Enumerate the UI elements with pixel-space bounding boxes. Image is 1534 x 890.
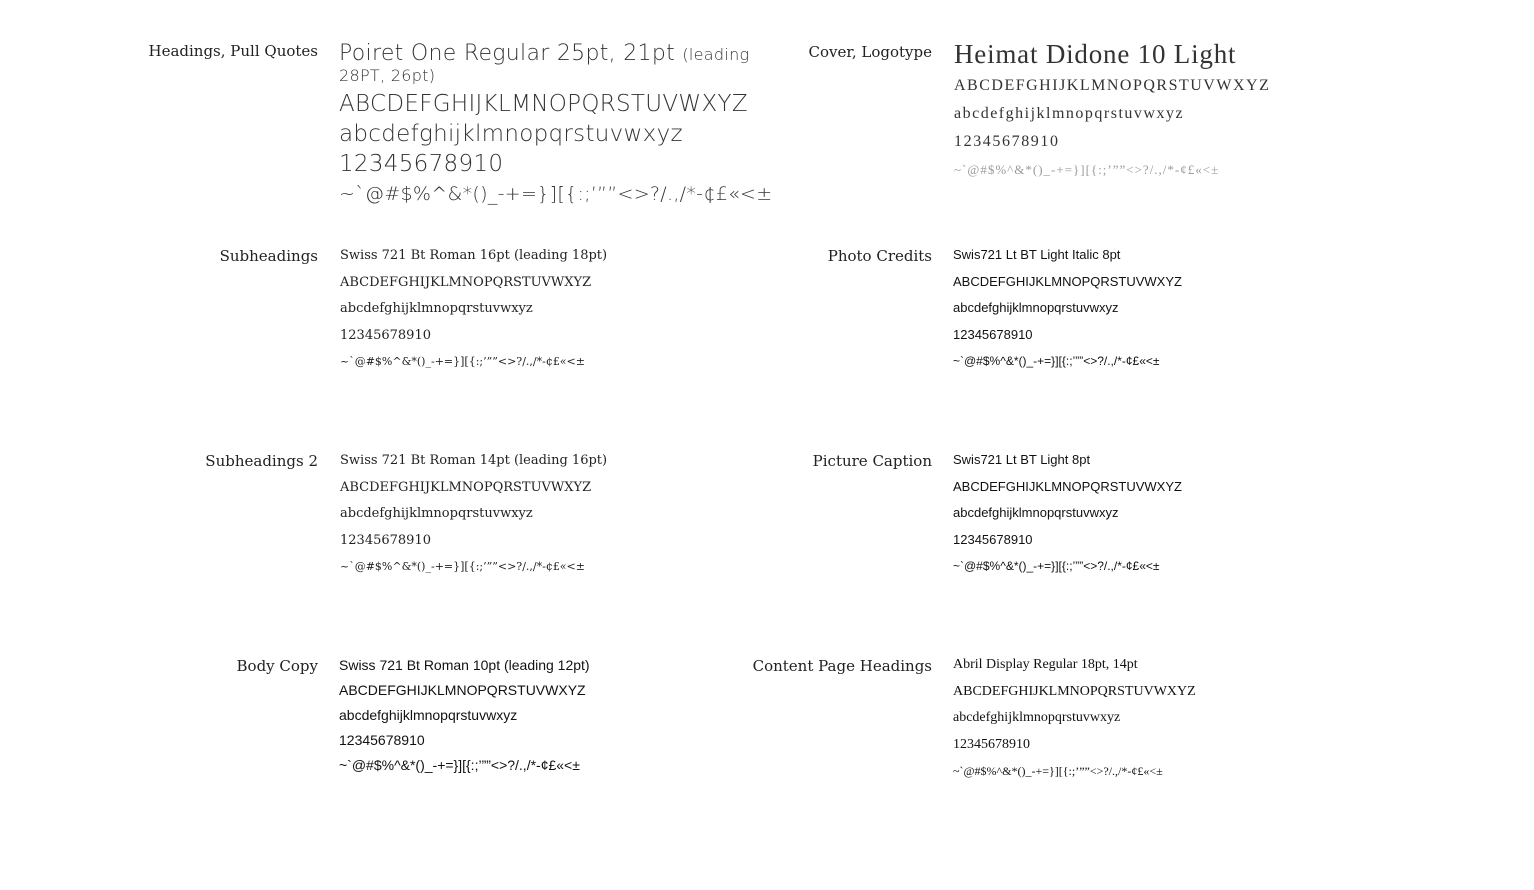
font-title: Swis721 Lt BT Light 8pt: [953, 452, 1091, 467]
font-title-leading: 28PT, 26pt): [339, 66, 436, 85]
numbers-sample: 12345678910: [340, 327, 431, 343]
spec-swiss-16pt: [340, 243, 607, 376]
numbers-sample: 12345678910: [953, 326, 1033, 342]
font-title: Swiss 721 Bt Roman 16pt (leading 18pt): [340, 248, 608, 263]
font-title: Swis721 Lt BT Light Italic 8pt: [953, 247, 1121, 262]
label-content-page-headings: Content Page Headings: [752, 657, 932, 675]
symbols-sample: ~`@#$%^&*()_-+=}][{:;’””<>?/.,/*-¢£«<±: [953, 764, 1163, 778]
numbers-sample: 12345678910: [953, 736, 1030, 752]
uppercase-sample: ABCDEFGHIJKLMNOPQRSTUVWXYZ: [954, 77, 1271, 94]
symbols-sample: ~`@#$%^&*()_-+=}][{:;’””<>?/.,/*-¢£«<±: [953, 354, 1160, 368]
lowercase-sample: abcdefghijklmnopqrstuvwxyz: [953, 710, 1121, 725]
label-headings-pull-quotes: Headings, Pull Quotes: [148, 42, 318, 60]
symbols-sample: ~`@#$%^&*()_-+=}][{:;’””<>?/.,/*-¢£«<±: [340, 560, 585, 573]
uppercase-sample: ABCDEFGHIJKLMNOPQRSTUVWXYZ: [340, 274, 592, 290]
spec-swiss-14pt: [340, 448, 607, 581]
font-title: Heimat Didone 10 Light: [954, 39, 1237, 69]
numbers-sample: 12345678910: [954, 133, 1060, 150]
symbols-sample: ~`@#$%^&*()_-+=}][{:;’””<>?/.,/*-¢£«<±: [339, 183, 773, 205]
uppercase-sample: ABCDEFGHIJKLMNOPQRSTUVWXYZ: [953, 478, 1182, 494]
uppercase-sample: ABCDEFGHIJKLMNOPQRSTUVWXYZ: [953, 683, 1196, 699]
numbers-sample: 12345678910: [339, 151, 504, 177]
uppercase-sample: ABCDEFGHIJKLMNOPQRSTUVWXYZ: [339, 91, 748, 117]
symbols-sample: ~`@#$%^&*()_-+=}][{:;’””<>?/.,/*-¢£«<±: [954, 162, 1220, 177]
label-body-copy: Body Copy: [236, 657, 318, 675]
symbols-sample: ~`@#$%^&*()_-+=}][{:;’””<>?/.,/*-¢£«<±: [339, 757, 580, 773]
spec-abril-display: [953, 652, 1196, 785]
numbers-sample: 12345678910: [339, 732, 425, 748]
lowercase-sample: abcdefghijklmnopqrstuvwxyz: [954, 105, 1185, 122]
spec-poiret-one: [339, 42, 772, 209]
lowercase-sample: abcdefghijklmnopqrstuvwxyz: [339, 707, 518, 723]
label-picture-caption: Picture Caption: [812, 452, 932, 470]
symbols-sample: ~`@#$%^&*()_-+=}][{:;’””<>?/.,/*-¢£«<±: [340, 355, 585, 368]
spec-heimat-didone: [954, 39, 1270, 184]
uppercase-sample: ABCDEFGHIJKLMNOPQRSTUVWXYZ: [953, 273, 1182, 289]
uppercase-sample: ABCDEFGHIJKLMNOPQRSTUVWXYZ: [340, 479, 592, 495]
spec-swis721-light: [953, 447, 1182, 580]
label-subheadings-2: Subheadings 2: [205, 452, 318, 470]
lowercase-sample: abcdefghijklmnopqrstuvwxyz: [340, 301, 533, 316]
label-cover-logotype: Cover, Logotype: [808, 43, 932, 61]
spec-swiss-10pt: [339, 653, 590, 778]
spec-swis721-light-italic: [953, 242, 1182, 375]
font-title: Abril Display Regular 18pt, 14pt: [953, 657, 1138, 672]
label-photo-credits: Photo Credits: [827, 247, 932, 265]
label-subheadings: Subheadings: [219, 247, 318, 265]
numbers-sample: 12345678910: [340, 532, 431, 548]
numbers-sample: 12345678910: [953, 531, 1033, 547]
font-title: Swiss 721 Bt Roman 14pt (leading 16pt): [340, 453, 608, 468]
lowercase-sample: abcdefghijklmnopqrstuvwxyz: [340, 506, 533, 521]
lowercase-sample: abcdefghijklmnopqrstuvwxyz: [953, 300, 1119, 315]
lowercase-sample: abcdefghijklmnopqrstuvwxyz: [339, 121, 683, 147]
font-title: Swiss 721 Bt Roman 10pt (leading 12pt): [339, 657, 590, 673]
font-title: Poiret One Regular 25pt, 21pt (leading: [339, 41, 750, 66]
uppercase-sample: ABCDEFGHIJKLMNOPQRSTUVWXYZ: [339, 682, 586, 698]
lowercase-sample: abcdefghijklmnopqrstuvwxyz: [953, 505, 1119, 520]
symbols-sample: ~`@#$%^&*()_-+=}][{:;’””<>?/.,/*-¢£«<±: [953, 559, 1160, 573]
